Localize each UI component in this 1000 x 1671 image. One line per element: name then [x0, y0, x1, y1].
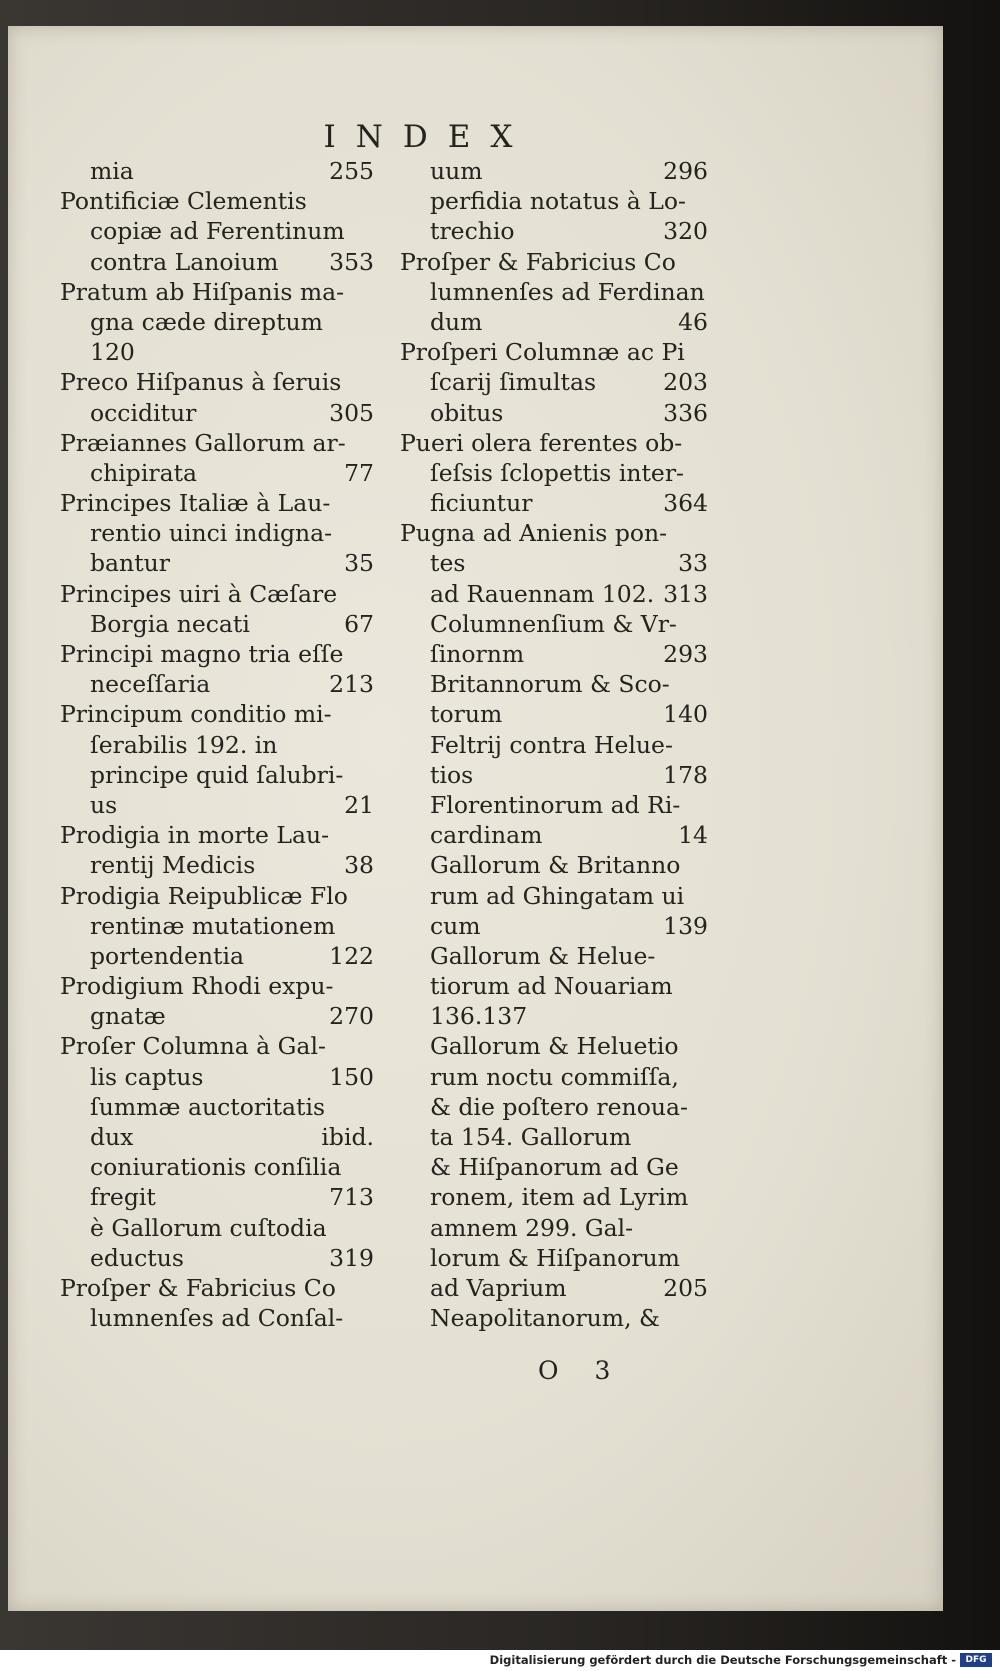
entry-page-number: 364	[663, 489, 708, 518]
index-entry-line	[60, 850, 378, 880]
entry-text: obitus	[430, 398, 504, 427]
entry-page-number: 14	[678, 821, 708, 850]
entry-text: Prodigium Rhodi expu-	[60, 972, 334, 1001]
entry-text: 120	[90, 338, 135, 367]
index-entry-line	[400, 367, 712, 397]
index-entry-line	[60, 639, 378, 669]
entry-text: cardinam	[430, 821, 543, 850]
entry-text: ad Vaprium	[430, 1273, 567, 1302]
entry-text: tios	[430, 760, 474, 789]
entry-text: rentinæ mutationem	[90, 911, 336, 940]
entry-page-number: 293	[663, 640, 708, 668]
entry-text: ſummæ auctoritatis	[90, 1092, 326, 1121]
entry-text: Feltrij contra Helue-	[430, 730, 673, 759]
index-entry-line	[400, 1152, 712, 1182]
index-column-right	[400, 156, 712, 1333]
index-entry-line	[400, 1273, 712, 1303]
entry-page-number: 320	[663, 217, 708, 246]
entry-text: coniurationis conſilia	[90, 1153, 342, 1182]
entry-page-number: 46	[678, 307, 708, 336]
entry-text: ſinornm	[430, 640, 525, 668]
index-entry-line	[400, 1182, 712, 1212]
entry-text: trechio	[430, 217, 515, 246]
entry-page-number: 255	[329, 157, 374, 185]
index-entry-line	[400, 186, 712, 216]
entry-page-number: 77	[344, 458, 374, 487]
entry-text: ſeſsis ſclopettis inter-	[430, 458, 684, 487]
index-entry-line	[400, 548, 712, 578]
index-entry-line	[400, 1092, 712, 1122]
index-entry-line	[400, 488, 712, 518]
index-entry-line	[400, 518, 712, 548]
index-entry-line	[60, 1182, 378, 1212]
index-entry-line	[60, 548, 378, 578]
entry-text: & Hiſpanorum ad Ge	[430, 1153, 679, 1182]
index-entry-line	[400, 307, 712, 337]
index-entry-line	[60, 307, 378, 337]
index-entry-line	[400, 669, 712, 699]
index-entry-line	[60, 277, 378, 307]
entry-text: Pontificiæ Clementis	[60, 187, 307, 216]
entry-text: ad Rauennam 102.	[430, 579, 655, 608]
entry-page-number: 270	[329, 1002, 374, 1031]
index-entry-line	[400, 428, 712, 458]
entry-page-number: 67	[344, 609, 374, 638]
entry-text: lumnenſes ad Conſal-	[90, 1304, 344, 1333]
index-entry-line	[400, 699, 712, 729]
index-entry-line	[60, 1062, 378, 1092]
entry-text: Preco Hiſpanus à ſeruis	[60, 368, 342, 397]
entry-text: Neapolitanorum, &	[430, 1304, 660, 1333]
entry-page-number: 21	[344, 790, 374, 819]
entry-text: tiorum ad Nouariam	[430, 972, 673, 1001]
entry-text: uum	[430, 157, 483, 185]
entry-text: rum noctu commiſſa,	[430, 1062, 679, 1091]
entry-text: lumnenſes ad Ferdinan	[430, 277, 705, 306]
entry-text: Gallorum & Heluetio	[430, 1032, 679, 1061]
entry-page-number: 35	[344, 549, 374, 578]
index-entry-line	[400, 277, 712, 307]
entry-text: perfidia notatus à Lo-	[430, 187, 686, 216]
signature-mark: O 3	[538, 1356, 625, 1385]
entry-text: Proſper & Fabricius Co	[400, 247, 676, 276]
entry-text: Borgia necati	[90, 609, 250, 638]
index-entry-line	[60, 216, 378, 246]
entry-text: amnem 299. Gal-	[430, 1213, 634, 1242]
entry-page-number: 139	[663, 911, 708, 940]
entry-text: Proſer Columna à Gal-	[60, 1032, 326, 1061]
entry-text: Columnenſium & Vr-	[430, 609, 677, 638]
entry-text: occiditur	[90, 398, 197, 427]
index-entry-line	[60, 488, 378, 518]
entry-page-number: 319	[329, 1243, 374, 1272]
entry-text: Principum conditio mi-	[60, 700, 332, 729]
entry-text: ta 154. Gallorum	[430, 1123, 632, 1151]
entry-text: Principes Italiæ à Lau-	[60, 489, 331, 518]
index-entry-line	[60, 730, 378, 760]
entry-text: ſerabilis 192. in	[90, 730, 278, 759]
index-column-left	[60, 156, 378, 1333]
entry-page-number: 33	[678, 549, 708, 578]
index-entry-line	[60, 820, 378, 850]
entry-text: bantur	[90, 549, 171, 578]
index-entry-line	[60, 971, 378, 1001]
index-entry-line	[400, 1243, 712, 1273]
entry-text: dux	[90, 1123, 134, 1151]
index-entry-line	[400, 941, 712, 971]
index-entry-line	[60, 669, 378, 699]
index-entry-line	[60, 1092, 378, 1122]
index-entry-line	[400, 790, 712, 820]
index-entry-line	[400, 1213, 712, 1243]
entry-text: cum	[430, 911, 481, 940]
entry-text: ficiuntur	[430, 489, 533, 518]
entry-text: neceſſaria	[90, 670, 211, 699]
index-entry-line	[400, 760, 712, 790]
index-entry-line	[400, 1001, 712, 1031]
index-entry-line	[400, 1062, 712, 1092]
index-entry-line	[60, 790, 378, 820]
entry-page-number: ibid.	[321, 1123, 374, 1151]
entry-text: Pueri olera ferentes ob-	[400, 428, 683, 457]
index-entry-line	[60, 760, 378, 790]
index-entry-line	[60, 699, 378, 729]
index-entry-line	[400, 398, 712, 428]
index-entry-line	[60, 367, 378, 397]
entry-text: Pugna ad Anienis pon-	[400, 519, 668, 548]
index-entry-line	[400, 337, 712, 367]
index-entry-line	[60, 398, 378, 428]
entry-text: Gallorum & Helue-	[430, 941, 656, 970]
entry-page-number: 213	[329, 670, 374, 699]
index-entry-line	[400, 820, 712, 850]
entry-text: & die poſtero renoua-	[430, 1092, 688, 1121]
entry-page-number: 713	[329, 1183, 374, 1212]
entry-page-number: 313	[663, 579, 708, 608]
footer-credit: Digitalisierung gefördert durch die Deutsche Forschungsgemeinschaft -	[489, 1653, 956, 1667]
index-entry-line	[60, 1303, 378, 1333]
index-entry-line	[60, 1122, 378, 1152]
entry-page-number: 122	[329, 941, 374, 970]
index-entry-line	[60, 518, 378, 548]
index-entry-line	[400, 458, 712, 488]
entry-text: Proſperi Columnæ ac Pi	[400, 338, 685, 367]
index-entry-line	[60, 428, 378, 458]
index-entry-line	[60, 247, 378, 277]
index-entry-line	[60, 941, 378, 971]
index-entry-line	[400, 730, 712, 760]
entry-page-number: 305	[329, 398, 374, 427]
entry-text: ſcarij ſimultas	[430, 368, 597, 397]
entry-text: ronem, item ad Lyrim	[430, 1183, 689, 1212]
footer-bar	[0, 1650, 1000, 1671]
entry-text: Principi magno tria eſſe	[60, 640, 344, 668]
entry-page-number: 140	[663, 700, 708, 729]
index-entry-line	[60, 1152, 378, 1182]
index-entry-line	[60, 579, 378, 609]
index-entry-line	[60, 609, 378, 639]
entry-text: mia	[90, 157, 134, 185]
entry-text: lis captus	[90, 1062, 204, 1091]
entry-text: lorum & Hiſpanorum	[430, 1243, 680, 1272]
entry-page-number: 203	[663, 368, 708, 397]
entry-text: gna cæde direptum	[90, 307, 323, 336]
entry-page-number: 353	[329, 247, 374, 276]
index-entry-line	[400, 247, 712, 277]
entry-text: copiæ ad Ferentinum	[90, 217, 345, 246]
entry-text: Florentinorum ad Ri-	[430, 790, 681, 819]
entry-text: gnatæ	[90, 1002, 166, 1031]
index-entry-line	[400, 1303, 712, 1333]
entry-text: Pratum ab Hiſpanis ma-	[60, 277, 345, 306]
index-entry-line	[400, 639, 712, 669]
entry-text: principe quid ſalubri-	[90, 760, 344, 789]
entry-page-number: 205	[663, 1273, 708, 1302]
entry-text: chipirata	[90, 458, 198, 487]
index-entry-line	[400, 156, 712, 186]
entry-text: Præiannes Gallorum ar-	[60, 428, 346, 457]
index-entry-line	[60, 186, 378, 216]
index-entry-line	[400, 1031, 712, 1061]
entry-page-number: 178	[663, 760, 708, 789]
entry-text: Prodigia Reipublicæ Flo	[60, 881, 348, 910]
book-page	[8, 26, 943, 1611]
entry-text: torum	[430, 700, 503, 729]
entry-text: Principes uiri à Cæſare	[60, 579, 338, 608]
dfg-logo: DFG	[960, 1653, 992, 1667]
index-entry-line	[60, 458, 378, 488]
index-entry-line	[400, 881, 712, 911]
index-entry-line	[60, 1273, 378, 1303]
entry-text: Prodigia in morte Lau-	[60, 821, 330, 850]
index-entry-line	[400, 1122, 712, 1152]
entry-text: rentio uinci indigna-	[90, 519, 333, 548]
index-entry-line	[60, 911, 378, 941]
entry-text: rentij Medicis	[90, 851, 256, 880]
entry-text: è Gallorum cuſtodia	[90, 1213, 327, 1242]
index-entry-line	[400, 609, 712, 639]
index-entry-line	[400, 850, 712, 880]
entry-page-number: 296	[663, 157, 708, 185]
entry-text: rum ad Ghingatam ui	[430, 881, 685, 910]
entry-page-number: 38	[344, 851, 374, 880]
index-entry-line	[400, 579, 712, 609]
entry-text: contra Lanoium	[90, 247, 279, 276]
entry-text: us	[90, 790, 118, 819]
index-entry-line	[60, 156, 378, 186]
index-entry-line	[400, 971, 712, 1001]
index-entry-line	[60, 1243, 378, 1273]
index-entry-line	[60, 1213, 378, 1243]
entry-text: eductus	[90, 1243, 184, 1272]
entry-text: fregit	[90, 1183, 156, 1212]
entry-text: Proſper & Fabricius Co	[60, 1273, 336, 1302]
index-entry-line	[60, 881, 378, 911]
index-entry-line	[60, 1001, 378, 1031]
index-entry-line	[400, 911, 712, 941]
index-entry-line	[60, 1031, 378, 1061]
page-header: INDEX	[323, 119, 533, 155]
index-entry-line	[400, 216, 712, 246]
entry-page-number: 336	[663, 398, 708, 427]
entry-page-number: 150	[329, 1062, 374, 1091]
entry-text: 136.137	[430, 1002, 528, 1031]
index-entry-line	[60, 337, 378, 367]
entry-text: dum	[430, 307, 483, 336]
entry-text: Britannorum & Sco-	[430, 670, 670, 699]
entry-text: portendentia	[90, 941, 244, 970]
entry-text: tes	[430, 549, 466, 578]
entry-text: Gallorum & Britanno	[430, 851, 681, 880]
